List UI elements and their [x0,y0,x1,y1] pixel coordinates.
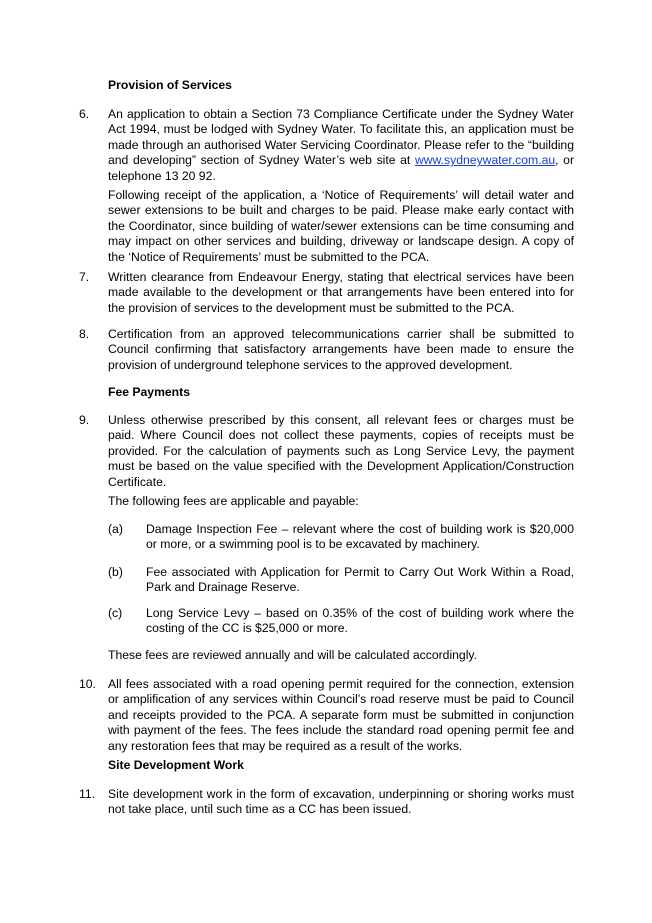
item-number-6: 6. [79,107,90,121]
sub-item-label-c: (c) [108,606,123,620]
item-11-paragraph: Site development work in the form of excavation, underpinning or shoring works must not take place, until such time as a CC has been issued. [108,787,574,817]
item-number-10: 10. [79,677,96,691]
item-8-paragraph: Certification from an approved telecommunications carrier shall be submitted to Council confirming that satisfactory arrangements have been made to ensure the provision of underground telephone services to the approved development. [108,327,574,372]
item-6-paragraph-2: Following receipt of the application, a ‘Notice of Requirements’ will detail water and sewer extensions to be built and charges to be paid. Please make early contact with the Coordinator, since building of water/sewer extensions can be time consuming and may impact on other services and building, driveway or landscape design. A copy of the ‘Notice of Requirements’ must be submitted to the PCA. [108,188,574,264]
item-6-paragraph [108,107,574,184]
item-9-intro: The following fees are applicable and payable: [108,494,359,508]
item-number-8: 8. [79,327,90,341]
sub-item-text-b: Fee associated with Application for Permit to Carry Out Work Within a Road, Park and Drainage Reserve. [146,565,574,595]
sub-item-text-a: Damage Inspection Fee – relevant where the cost of building work is $20,000 or more, or a swimming pool is to be excavated by machinery. [146,522,574,552]
sub-item-label-b: (b) [108,565,123,579]
sub-item-label-a: (a) [108,522,123,536]
heading-provision-of-services: Provision of Services [108,78,232,92]
item-6-text-end: , or telephone 13 20 92. [108,153,574,183]
item-9-paragraph: Unless otherwise prescribed by this consent, all relevant fees or charges must be paid. Where Council does not collect these payments, copies of receipts must be provided. For the calculation of payments such as Long Service Levy, the payment must be based on the value specified with the Development Application/Construction Certificate. [108,413,574,489]
item-number-11: 11. [79,787,96,801]
heading-fee-payments: Fee Payments [108,385,190,399]
item-number-9: 9. [79,413,90,427]
item-10-paragraph: All fees associated with a road opening permit required for the connection, extension or amplification of any services within Council’s road reserve must be paid to Council and receipts provided to the PCA. A separate form must be submitted in conjunction with payment of the fees. The fees include the standard road opening permit fee and any restoration fees that may be required as a result of the works. [108,677,574,753]
sub-item-text-c: Long Service Levy – based on 0.35% of the cost of building work where the costing of the CC is $25,000 or more. [146,606,574,636]
item-6-text: An application to obtain a Section 73 Compliance Certificate under the Sydney Water Act 1994, must be lodged with Sydney Water. To facilitate this, an application must be made through an authorised Water Servicing Coordinator. Please refer to the “building and developing” section of Sydney Water’s web site at [108,107,574,168]
sydney-water-link[interactable]: www.sydneywater.com.au [414,153,556,168]
item-number-7: 7. [79,270,90,284]
heading-site-development-work: Site Development Work [108,758,244,772]
item-7-paragraph: Written clearance from Endeavour Energy, stating that electrical services have been made available to the development or that arrangements have been entered into for the provision of services to the development must be submitted to the PCA. [108,270,574,315]
item-9-closing: These fees are reviewed annually and will be calculated accordingly. [108,648,477,662]
